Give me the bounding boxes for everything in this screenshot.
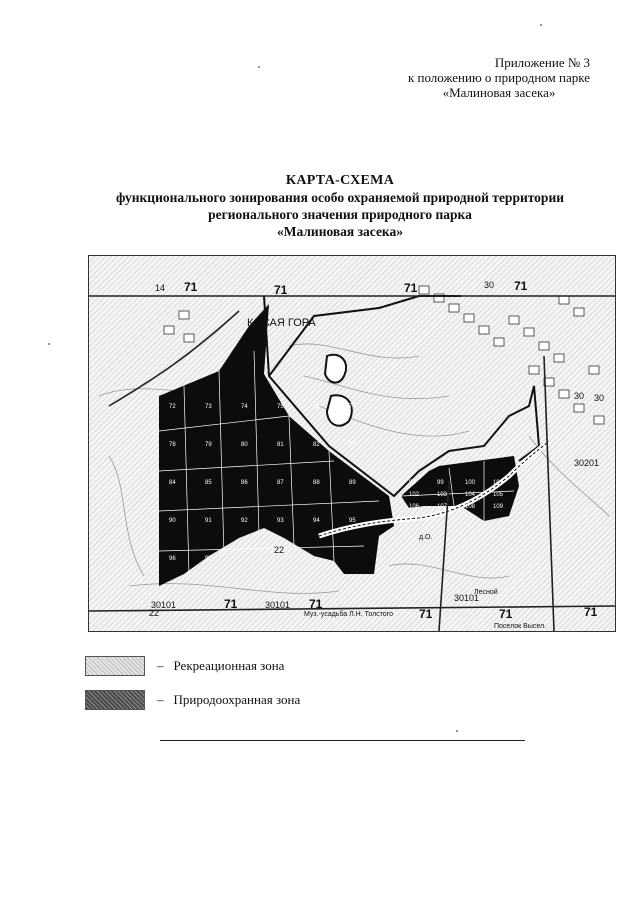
parcel-number: 106 — [409, 504, 420, 510]
parcel-number: 101 — [493, 480, 504, 486]
parcel-number: 82 — [313, 442, 320, 448]
parcel-number: 91 — [205, 518, 212, 524]
parcel-number: 75 — [277, 404, 284, 410]
parcel-number: 77 — [349, 404, 356, 410]
parcel-number: 85 — [205, 480, 212, 486]
parcel-number: 99 — [437, 480, 444, 486]
legend-recreational — [85, 656, 284, 676]
legend-dash: – — [157, 658, 164, 673]
scan-speck — [48, 343, 50, 345]
road-number-label: 71 — [224, 597, 238, 611]
parcel-number: 84 — [169, 480, 176, 486]
parcel-number: 88 — [313, 480, 320, 486]
scan-speck — [258, 66, 260, 68]
parcel-number: 74 — [241, 404, 248, 410]
appendix-number: Приложение № 3 — [494, 55, 590, 70]
map-text-label: д.О. — [419, 534, 433, 541]
legend-swatch-protected — [85, 690, 145, 710]
legend-label-recreational: Рекреационная зона — [173, 658, 285, 673]
parcel-number: 102 — [409, 492, 420, 498]
parcel-number: 78 — [169, 442, 176, 448]
parcel-number: 86 — [241, 480, 248, 486]
parcel-number: 105 — [493, 492, 504, 498]
parcel-number: 72 — [169, 404, 176, 410]
map-number-label: 30101 — [265, 600, 291, 610]
title-line-3: регионального значения природного парка — [208, 207, 472, 222]
document-title — [60, 172, 620, 240]
road-number-label: 71 — [184, 280, 198, 294]
road-number-label: 71 — [419, 607, 433, 621]
appendix-header — [408, 55, 590, 100]
road-number-label: 71 — [514, 279, 528, 293]
parcel-number: 79 — [205, 442, 212, 448]
map-text-label: Поселок Высел. — [494, 623, 547, 630]
map-number-label: 30101 — [151, 600, 177, 610]
parcel-number: 76 — [313, 404, 320, 410]
parcel-number: 104 — [465, 492, 476, 498]
road-number-label: 71 — [584, 605, 598, 619]
parcel-number: 108 — [465, 504, 476, 510]
title-line-4: «Малиновая засека» — [276, 224, 404, 239]
map-number-label: 30201 — [574, 458, 600, 468]
parcel-number: 96 — [169, 556, 176, 562]
place-label: КОСАЯ ГОРА — [247, 317, 316, 329]
road-number-label: 71 — [274, 283, 288, 297]
map-text-label: Муз.-усадьба Л.Н. Толстого — [304, 611, 393, 618]
parcel-number: 89 — [349, 480, 356, 486]
parcel-number: 98 — [409, 480, 416, 486]
road-number-label: 71 — [309, 597, 323, 611]
road-number-label: 71 — [499, 607, 513, 621]
map-number-label: 22 — [274, 545, 285, 555]
title-map-scheme: КАРТА-СХЕМА — [285, 173, 395, 188]
scan-speck — [540, 24, 542, 26]
parcel-number: 73 — [205, 404, 212, 410]
map-number-label: 30 — [574, 391, 585, 401]
parcel-number: 92 — [241, 518, 248, 524]
map-text-label: Лесной — [474, 589, 498, 596]
legend-protected — [85, 690, 300, 710]
title-line-2: функционального зонирования особо охраняемой природной территории — [115, 190, 564, 205]
scan-speck — [456, 730, 458, 732]
parcel-number: 107 — [437, 504, 448, 510]
map-number-label: 30101 — [454, 593, 480, 603]
parcel-number: 80 — [241, 442, 248, 448]
closing-rule — [160, 740, 525, 741]
road-number-label: 71 — [404, 281, 418, 295]
map-number-label: 22 — [149, 608, 160, 618]
parcel-number: 94 — [313, 518, 320, 524]
appendix-park-name: «Малиновая засека» — [442, 85, 556, 100]
map-number-label: 30 — [484, 280, 495, 290]
parcel-number: 103 — [437, 492, 448, 498]
parcel-number: 90 — [169, 518, 176, 524]
zoning-map-svg — [89, 256, 615, 631]
appendix-subject: к положению о природном парке — [407, 70, 590, 85]
map-number-label: 14 — [155, 283, 166, 293]
parcel-number: 81 — [277, 442, 284, 448]
zoning-map — [88, 255, 616, 632]
parcel-number: 95 — [349, 518, 356, 524]
parcel-number: 93 — [277, 518, 284, 524]
parcel-number: 97 — [205, 556, 212, 562]
map-number-label: 30 — [594, 393, 605, 403]
legend-label-protected: Природоохранная зона — [173, 692, 301, 707]
parcel-number: 83 — [349, 442, 356, 448]
parcel-number: 87 — [277, 480, 284, 486]
parcel-number: 109 — [493, 504, 504, 510]
legend-dash: – — [157, 692, 164, 707]
parcel-number: 100 — [465, 480, 476, 486]
legend-swatch-recreational — [85, 656, 145, 676]
